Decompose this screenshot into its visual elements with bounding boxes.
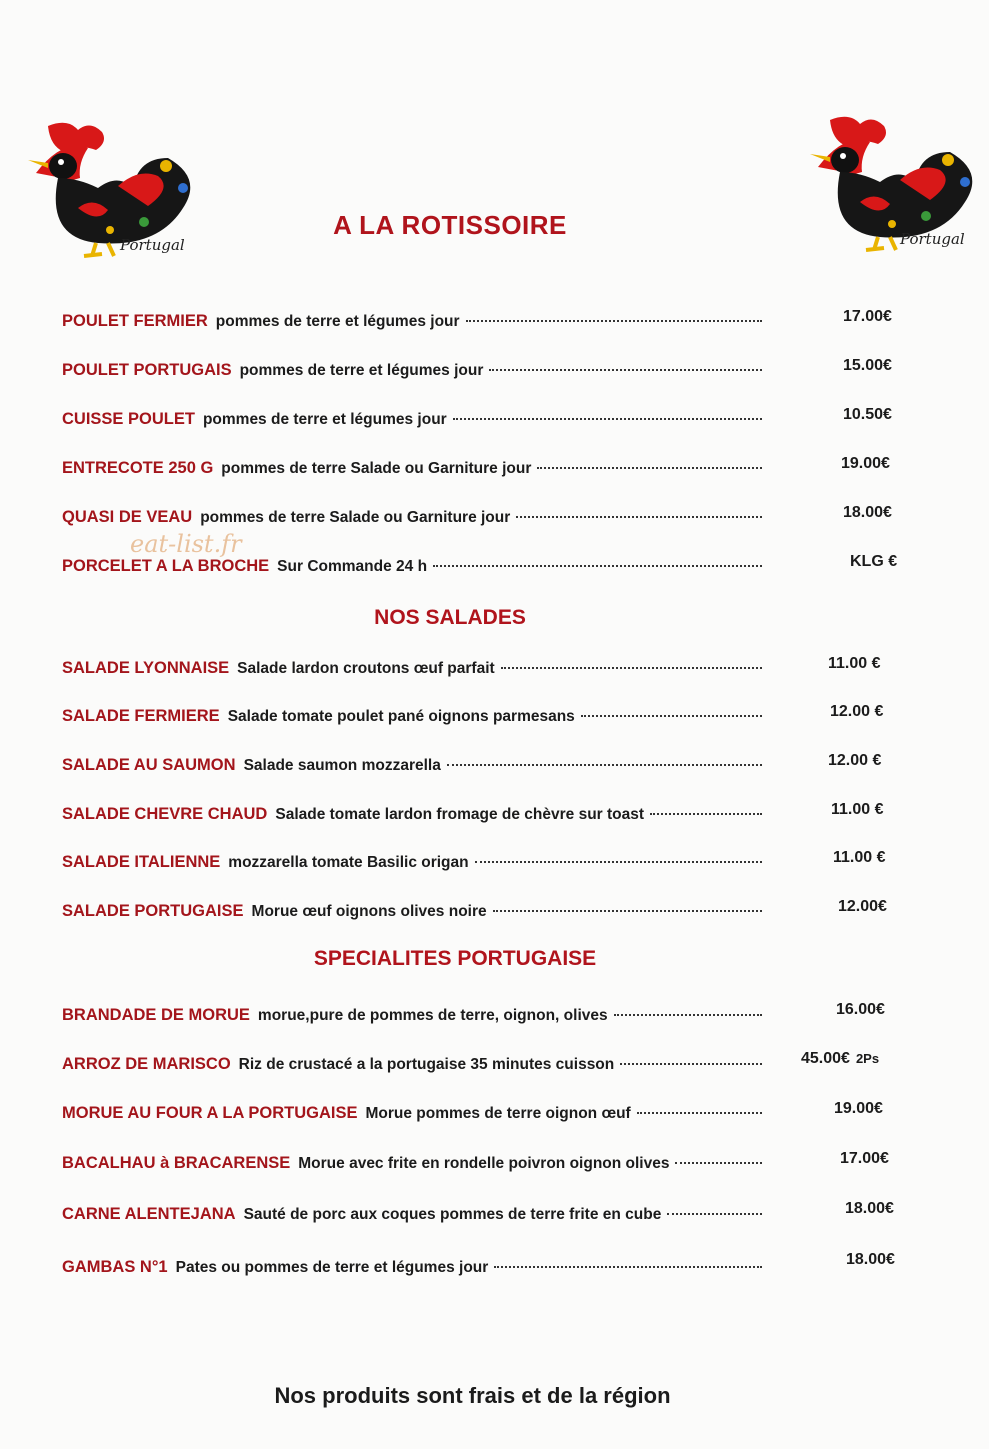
dot-leader xyxy=(537,467,762,469)
item-price xyxy=(834,1100,883,1118)
item-price: 19.00€ xyxy=(841,455,890,472)
item-name: SALADE CHEVRE CHAUD xyxy=(62,805,268,823)
menu-item xyxy=(62,410,762,434)
price-value: 18.00€ xyxy=(845,1200,894,1217)
price-value: 17.00€ xyxy=(840,1150,889,1167)
dot-leader xyxy=(433,565,762,567)
item-description: pommes de terre et légumes jour xyxy=(202,411,447,428)
item-name: ARROZ DE MARISCO xyxy=(62,1055,231,1073)
item-price: 12.00 € xyxy=(830,703,884,720)
item-description: Salade tomate poulet pané oignons parmesans xyxy=(227,708,575,725)
item-price: 11.00 € xyxy=(831,801,884,818)
item-name: POULET FERMIER xyxy=(62,312,208,330)
item-price xyxy=(846,1251,895,1269)
price-value: 45.00€ xyxy=(801,1050,850,1067)
item-description: Morue avec frite en rondelle poivron oignon olives xyxy=(298,1155,670,1172)
menu-item xyxy=(62,557,762,581)
menu-item xyxy=(62,312,762,336)
dot-leader xyxy=(489,369,762,371)
menu-item xyxy=(62,1258,762,1282)
item-price: 17.00€ xyxy=(843,308,892,325)
menu-item xyxy=(62,1055,762,1079)
menu-item xyxy=(62,1006,762,1030)
section-title-rotissoire: A LA ROTISSOIRE xyxy=(333,210,567,240)
item-name: PORCELET A LA BROCHE xyxy=(62,557,270,575)
item-name: QUASI DE VEAU xyxy=(62,508,193,526)
item-name: MORUE AU FOUR A LA PORTUGAISE xyxy=(62,1104,358,1122)
item-name: SALADE ITALIENNE xyxy=(62,853,221,871)
item-description: pommes de terre et légumes jour xyxy=(215,313,460,330)
item-description: Riz de crustacé a la portugaise 35 minutes cuisson xyxy=(238,1056,615,1073)
menu-item xyxy=(62,853,762,877)
menu-item xyxy=(62,1205,762,1229)
dot-leader xyxy=(667,1213,762,1215)
dot-leader xyxy=(494,1266,762,1268)
item-name: SALADE LYONNAISE xyxy=(62,659,230,677)
item-price xyxy=(840,1150,889,1168)
price-value: 18.00€ xyxy=(846,1251,895,1268)
item-name: GAMBAS N°1 xyxy=(62,1258,168,1276)
item-price: 11.00 € xyxy=(828,655,881,672)
section-title-salades: NOS SALADES xyxy=(374,606,526,629)
dot-leader xyxy=(466,320,762,322)
item-description: Salade saumon mozzarella xyxy=(243,757,441,774)
item-name: ENTRECOTE 250 G xyxy=(62,459,214,477)
item-price: 12.00€ xyxy=(838,898,887,915)
dot-leader xyxy=(447,764,762,766)
dot-leader xyxy=(501,667,762,669)
item-description: pommes de terre et légumes jour xyxy=(239,362,484,379)
item-description: Morue pommes de terre oignon œuf xyxy=(365,1105,631,1122)
item-price: KLG € xyxy=(850,553,898,570)
item-name: BACALHAU à BRACARENSE xyxy=(62,1154,291,1172)
item-name: SALADE FERMIERE xyxy=(62,707,220,725)
dot-leader xyxy=(581,715,762,717)
price-portion: 2Ps xyxy=(855,1051,880,1066)
dot-leader xyxy=(637,1112,762,1114)
item-price: 11.00 € xyxy=(833,849,886,866)
item-description: Salade tomate lardon fromage de chèvre sur toast xyxy=(275,806,645,823)
dot-leader xyxy=(475,861,762,863)
menu-item xyxy=(62,659,762,683)
item-name: CARNE ALENTEJANA xyxy=(62,1205,236,1223)
item-price: 12.00 € xyxy=(828,752,882,769)
item-price xyxy=(836,1001,885,1019)
menu-item xyxy=(62,707,762,731)
price-value: 19.00€ xyxy=(834,1100,883,1117)
item-description: pommes de terre Salade ou Garniture jour xyxy=(221,460,532,477)
item-description: Pates ou pommes de terre et légumes jour xyxy=(175,1259,489,1276)
menu-item xyxy=(62,805,762,829)
dot-leader xyxy=(516,516,762,518)
item-name: CUISSE POULET xyxy=(62,410,195,428)
item-description: Salade lardon croutons œuf parfait xyxy=(237,660,495,677)
item-price: 10.50€ xyxy=(843,406,892,423)
dot-leader xyxy=(650,813,762,815)
item-description: morue,pure de pommes de terre, oignon, olives xyxy=(257,1007,608,1024)
item-price: 15.00€ xyxy=(843,357,892,374)
dot-leader xyxy=(453,418,762,420)
item-description: Morue œuf oignons olives noire xyxy=(251,903,487,920)
item-price xyxy=(801,1050,879,1068)
item-name: SALADE PORTUGAISE xyxy=(62,902,244,920)
portugal-script: Portugal xyxy=(900,230,965,248)
menu-item xyxy=(62,902,762,926)
dot-leader xyxy=(614,1014,762,1016)
portugal-script: Portugal xyxy=(120,236,185,254)
item-name: SALADE AU SAUMON xyxy=(62,756,236,774)
menu-item xyxy=(62,508,762,532)
menu-item xyxy=(62,1104,762,1128)
menu-item xyxy=(62,756,762,780)
item-description: Sur Commande 24 h xyxy=(277,558,428,575)
footer-note: Nos produits sont frais et de la région xyxy=(274,1383,671,1408)
menu-item xyxy=(62,361,762,385)
item-price xyxy=(845,1200,894,1218)
section-title-specialites: SPECIALITES PORTUGAISE xyxy=(313,947,597,970)
item-price: 18.00€ xyxy=(843,504,892,521)
dot-leader xyxy=(675,1162,762,1164)
watermark: eat-list.fr xyxy=(130,530,242,558)
item-description: Sauté de porc aux coques pommes de terre frite en cube xyxy=(243,1206,662,1223)
item-description: mozzarella tomate Basilic origan xyxy=(228,854,469,871)
dot-leader xyxy=(620,1063,762,1065)
item-name: POULET PORTUGAIS xyxy=(62,361,232,379)
menu-item xyxy=(62,459,762,483)
item-name: BRANDADE DE MORUE xyxy=(62,1006,250,1024)
menu-item xyxy=(62,1154,762,1178)
item-description: pommes de terre Salade ou Garniture jour xyxy=(200,509,511,526)
price-value: 16.00€ xyxy=(836,1001,885,1018)
dot-leader xyxy=(493,910,762,912)
